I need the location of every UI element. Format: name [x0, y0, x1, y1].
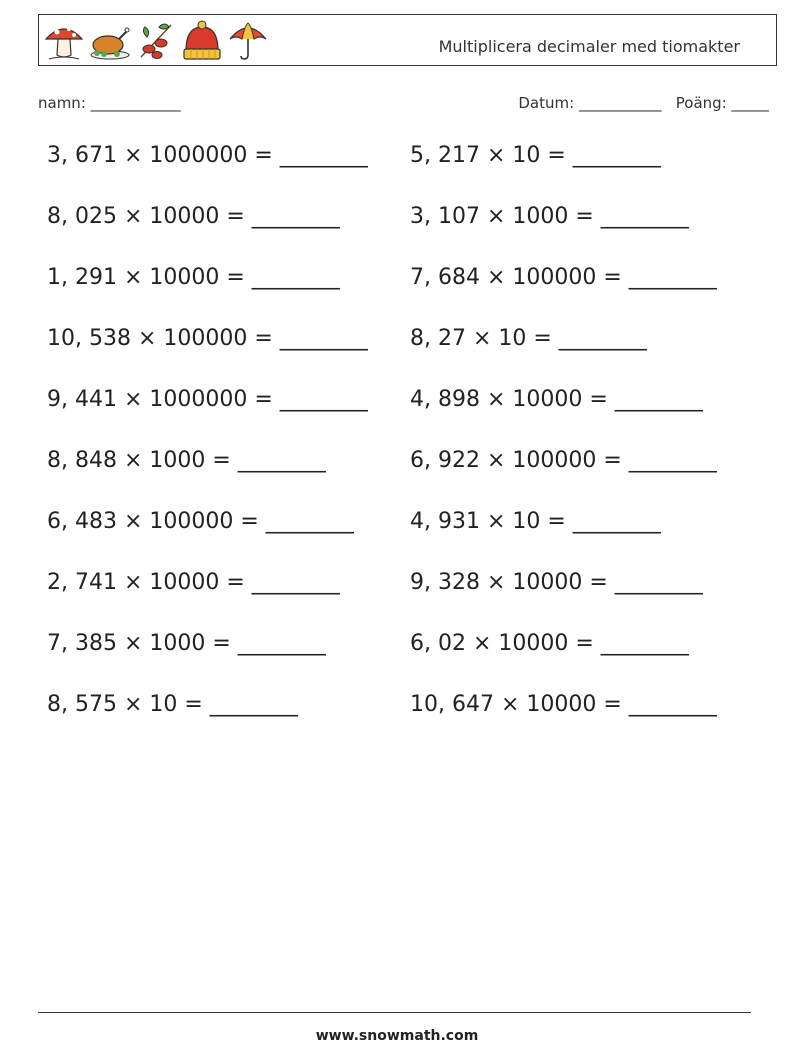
problem-left-3: 1, 291 × 10000 = ________	[47, 265, 340, 290]
mushroom-icon	[43, 19, 85, 63]
problem-left-5: 9, 441 × 1000000 = ________	[47, 387, 368, 412]
problem-right-7: 4, 931 × 10 = ________	[410, 509, 661, 534]
problem-right-8: 9, 328 × 10000 = ________	[410, 570, 703, 595]
date-field-label: Datum: ___________	[518, 94, 662, 112]
name-field-label: namn: ____________	[38, 94, 181, 112]
date-score-labels	[518, 94, 769, 112]
score-field-label: Poäng: _____	[675, 94, 769, 112]
problem-left-9: 7, 385 × 1000 = ________	[47, 631, 326, 656]
problem-left-8: 2, 741 × 10000 = ________	[47, 570, 340, 595]
footer-url: www.snowmath.com	[315, 1028, 479, 1044]
problem-right-3: 7, 684 × 100000 = ________	[410, 265, 717, 290]
problem-right-9: 6, 02 × 10000 = ________	[410, 631, 689, 656]
rosehip-branch-icon	[135, 19, 177, 63]
problem-right-5: 4, 898 × 10000 = ________	[410, 387, 703, 412]
problem-left-1: 3, 671 × 1000000 = ________	[47, 143, 368, 168]
problem-left-10: 8, 575 × 10 = ________	[47, 692, 298, 717]
problem-right-1: 5, 217 × 10 = ________	[410, 143, 661, 168]
problem-right-4: 8, 27 × 10 = ________	[410, 326, 647, 351]
footer-divider	[38, 1012, 751, 1013]
problem-left-7: 6, 483 × 100000 = ________	[47, 509, 354, 534]
knit-hat-icon	[181, 19, 223, 63]
problem-right-10: 10, 647 × 10000 = ________	[410, 692, 717, 717]
worksheet-title: Multiplicera decimaler med tiomakter	[438, 37, 740, 56]
problem-left-2: 8, 025 × 10000 = ________	[47, 204, 340, 229]
problem-right-2: 3, 107 × 1000 = ________	[410, 204, 689, 229]
header-icons	[43, 19, 269, 63]
header-box	[38, 14, 777, 66]
problem-left-4: 10, 538 × 100000 = ________	[47, 326, 368, 351]
umbrella-icon	[227, 19, 269, 63]
problem-left-6: 8, 848 × 1000 = ________	[47, 448, 326, 473]
roast-turkey-icon	[89, 19, 131, 63]
problem-right-6: 6, 922 × 100000 = ________	[410, 448, 717, 473]
